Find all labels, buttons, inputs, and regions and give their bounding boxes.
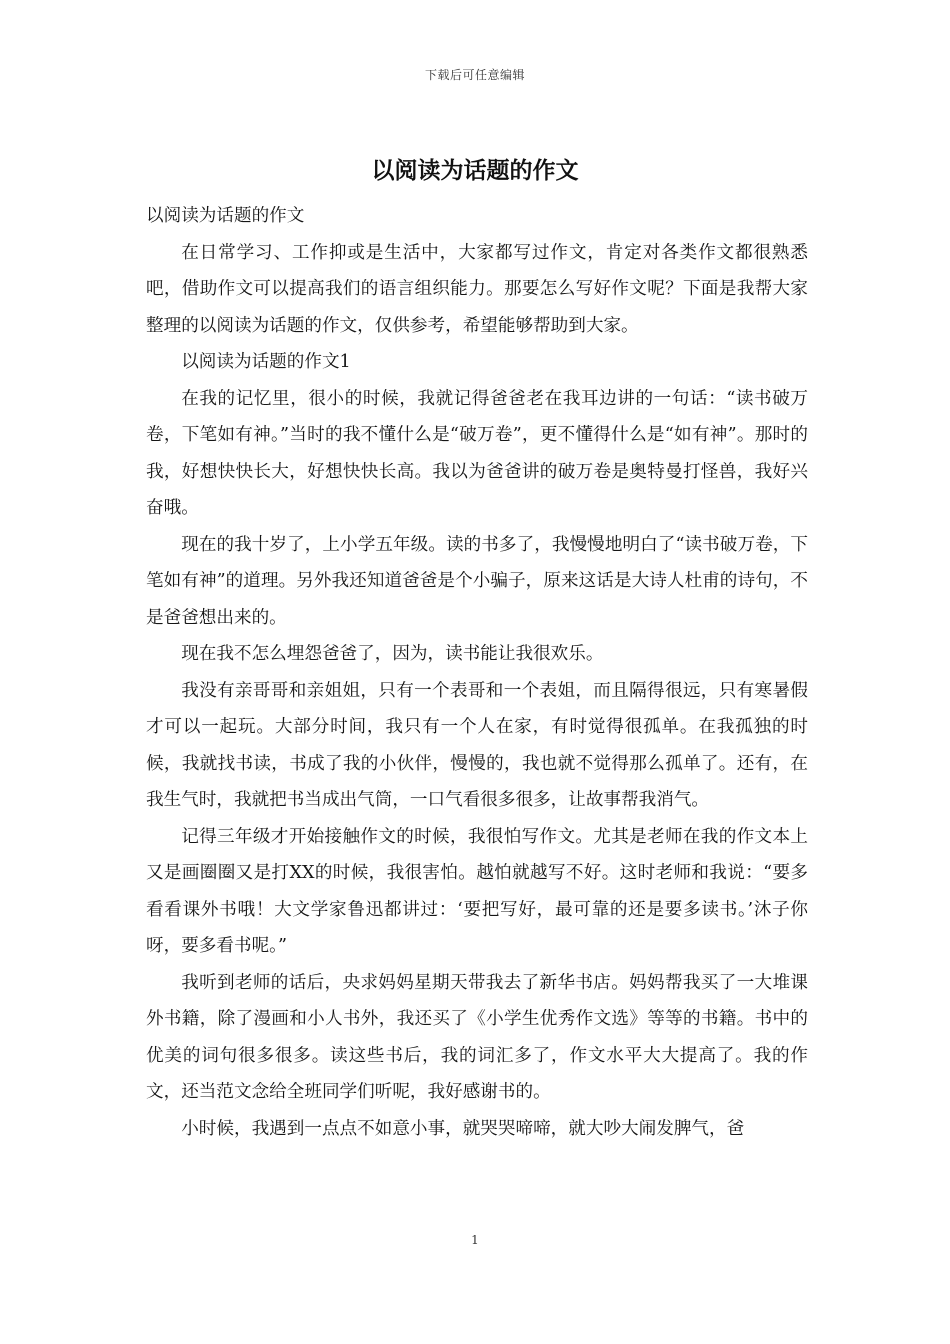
body-paragraph: 现在我不怎么埋怨爸爸了，因为，读书能让我很欢乐。 bbox=[181, 644, 604, 664]
page-number: 1 bbox=[471, 1233, 479, 1247]
body-paragraph: 小时候，我遇到一点点不如意小事，就哭哭啼啼，就大吵大闹发脾气，爸 bbox=[181, 1118, 745, 1139]
body-paragraph: 在我的记忆里，很小的时候，我就记得爸爸老在我耳边讲的一句话：“读书破万卷，下笔如有神。”当时的我不懂什么是“破万卷”，更不懂得什么是“如有神”。那时的我，好想快快长大，好想快快长高。我以为爸爸讲的破万卷是奥特曼打怪兽，我好兴奋哦。 bbox=[146, 388, 808, 518]
section-heading: 以阅读为话题的作文1 bbox=[181, 352, 351, 372]
body-paragraph: 在日常学习、工作抑或是生活中，大家都写过作文，肯定对各类作文都很熟悉吧，借助作文可以提高我们的语言组织能力。那要怎么写好作文呢？下面是我帮大家整理的以阅读为话题的作文，仅供参考，希望能够帮助到大家。 bbox=[146, 242, 808, 336]
body-paragraph: 现在的我十岁了，上小学五年级。读的书多了，我慢慢地明白了“读书破万卷，下笔如有神”的道理。另外我还知道爸爸是个小骗子，原来这话是大诗人杜甫的诗句，不是爸爸想出来的。 bbox=[146, 534, 808, 628]
document-body bbox=[146, 198, 808, 1147]
header-note: 下载后可任意编辑 bbox=[424, 68, 525, 82]
body-paragraph: 我没有亲哥哥和亲姐姐，只有一个表哥和一个表姐，而且隔得很远，只有寒暑假才可以一起玩。大部分时间，我只有一个人在家，有时觉得很孤单。在我孤独的时候，我就找书读，书成了我的小伙伴，慢慢的，我也就不觉得那么孤单了。还有，在我生气时，我就把书当成出气筒，一口气看很多很多，让故事帮我消气。 bbox=[146, 680, 808, 810]
body-paragraph: 记得三年级才开始接触作文的时候，我很怕写作文。尤其是老师在我的作文本上又是画圈圈又是打XX的时候，我很害怕。越怕就越写不好。这时老师和我说：“要多看看课外书哦！大文学家鲁迅都讲过：‘要把写好，最可靠的还是要多读书。’沐子你呀，要多看书呢。” bbox=[146, 826, 808, 956]
body-paragraph: 我听到老师的话后，央求妈妈星期天带我去了新华书店。妈妈帮我买了一大堆课外书籍，除了漫画和小人书外，我还买了《小学生优秀作文选》等等的书籍。书中的优美的词句很多很多。读这些书后，我的词汇多了，作文水平大大提高了。我的作文，还当范文念给全班同学们听呢，我好感谢书的。 bbox=[146, 972, 808, 1102]
document-title: 以阅读为话题的作文 bbox=[371, 157, 579, 184]
subtitle-paragraph: 以阅读为话题的作文 bbox=[146, 206, 305, 226]
